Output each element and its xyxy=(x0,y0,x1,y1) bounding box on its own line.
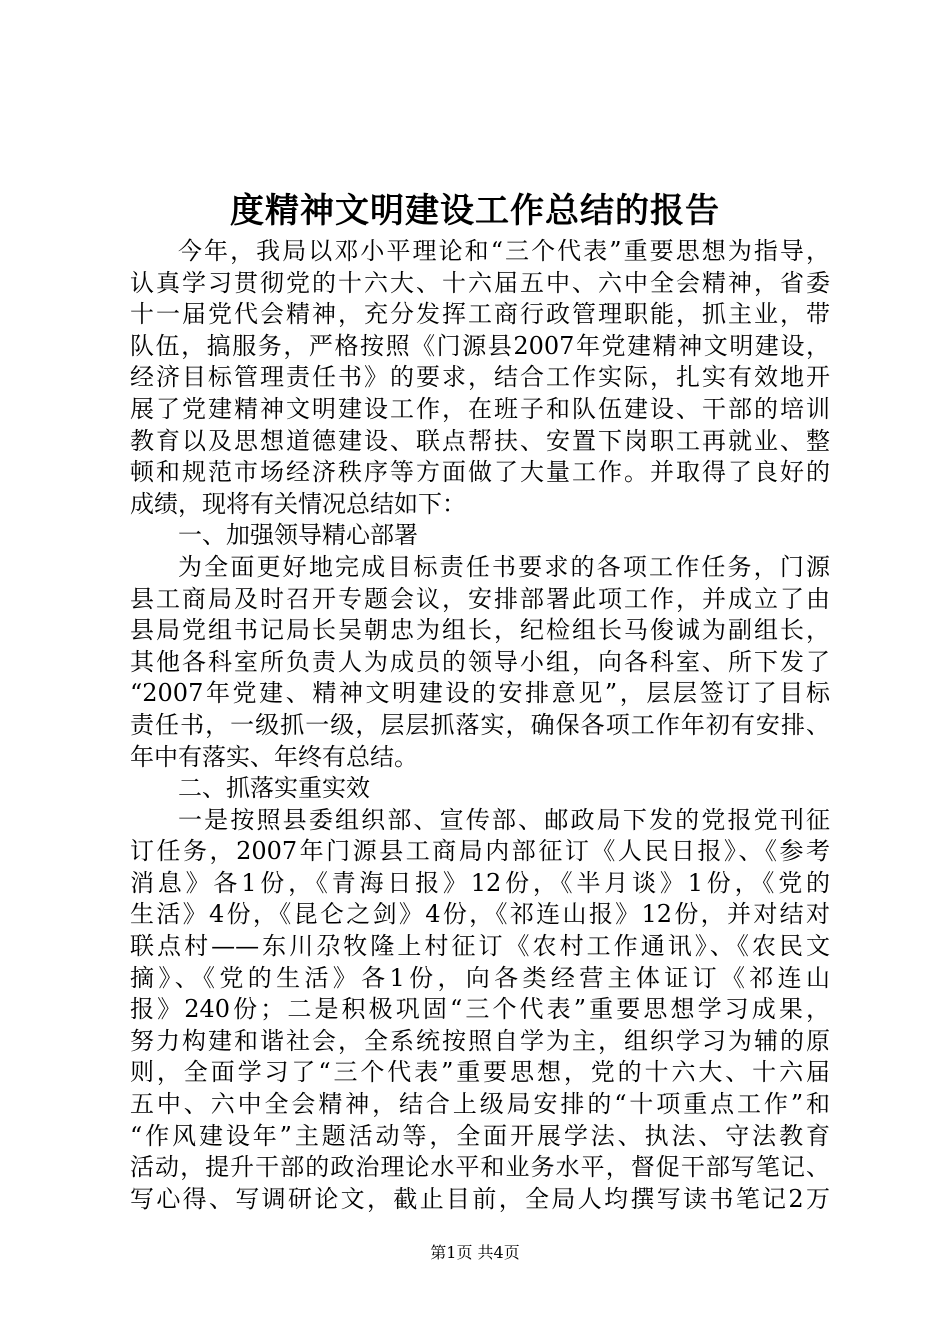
text-line: 责任书，一级抓一级，层层抓落实，确保各项工作年初有安排、 xyxy=(130,710,830,739)
text-line: 教育以及思想道德建设、联点帮扶、安置下岗职工再就业、整 xyxy=(130,426,830,455)
text-line: 二、抓落实重实效 xyxy=(178,774,370,803)
text-line: 展了党建精神文明建设工作，在班子和队伍建设、干部的培训 xyxy=(130,394,830,423)
text-line: “作风建设年”主题活动等，全面开展学法、执法、守法教育 xyxy=(130,1121,830,1150)
text-line: 年中有落实、年终有总结。 xyxy=(130,742,418,771)
document-body xyxy=(130,236,830,1215)
text-line: 今年，我局以邓小平理论和“三个代表”重要思想为指导， xyxy=(178,237,830,265)
text-line: 为全面更好地完成目标责任书要求的各项工作任务，门源 xyxy=(178,552,830,581)
text-line: 认真学习贯彻党的十六大、十六届五中、六中全会精神，省委 xyxy=(130,268,830,297)
text-line: 一是按照县委组织部、宣传部、邮政局下发的党报党刊征 xyxy=(178,805,830,834)
text-line: 摘》、《党的生活》各1份，向各类经营主体证订《祁连山 xyxy=(130,963,830,992)
text-line: 成绩，现将有关情况总结如下： xyxy=(130,489,466,518)
text-line: 县局党组书记局长吴朝忠为组长，纪检组长马俊诚为副组长， xyxy=(130,616,830,645)
text-line: 报》240份；二是积极巩固“三个代表”重要思想学习成果， xyxy=(130,995,830,1024)
text-line: 一、加强领导精心部署 xyxy=(178,521,418,550)
page-footer: 第1页 共4页 xyxy=(430,1243,520,1262)
text-line: 生活》4份，《昆仑之剑》4份，《祁连山报》12份，并对结对 xyxy=(130,900,830,929)
text-line: 努力构建和谐社会，全系统按照自学为主，组织学习为辅的原 xyxy=(130,1026,830,1055)
text-line: 订任务，2007年门源县工商局内部征订《人民日报》、《参考 xyxy=(130,837,830,866)
text-line: 县工商局及时召开专题会议，安排部署此项工作，并成立了由 xyxy=(130,584,830,613)
text-line: 队伍，搞服务，严格按照《门源县2007年党建精神文明建设， xyxy=(130,331,830,360)
text-line: 则，全面学习了“三个代表”重要思想，党的十六大、十六届 xyxy=(130,1058,830,1087)
text-line: 十一届党代会精神，充分发挥工商行政管理职能，抓主业，带 xyxy=(130,300,830,329)
text-line: 联点村——东川尕牧隆上村征订《农村工作通讯》、《农民文 xyxy=(130,932,830,961)
text-line: 经济目标管理责任书》的要求，结合工作实际，扎实有效地开 xyxy=(130,363,830,392)
text-line: 其他各科室所负责人为成员的领导小组，向各科室、所下发了 xyxy=(130,647,830,676)
text-line: 消息》各1份，《青海日报》12份，《半月谈》1份，《党的 xyxy=(130,868,830,897)
text-line: 五中、六中全会精神，结合上级局安排的“十项重点工作”和 xyxy=(130,1090,830,1119)
text-line: “2007年党建、精神文明建设的安排意见”，层层签订了目标 xyxy=(130,679,830,708)
text-line: 写心得、写调研论文，截止目前，全局人均撰写读书笔记2万 xyxy=(130,1184,830,1213)
text-line: 活动，提升干部的政治理论水平和业务水平，督促干部写笔记、 xyxy=(130,1153,830,1182)
document-title: 度精神文明建设工作总结的报告 xyxy=(230,191,720,231)
text-line: 顿和规范市场经济秩序等方面做了大量工作。并取得了良好的 xyxy=(130,458,830,487)
